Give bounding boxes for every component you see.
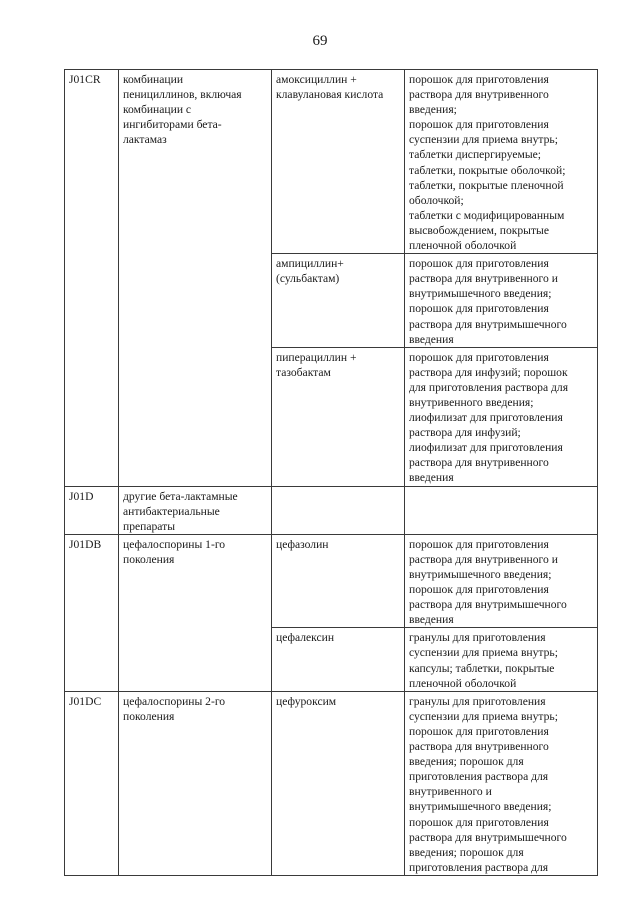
table-row-j01db xyxy=(65,534,598,628)
atc-group-cell: цефалоспорины 1-го поколения xyxy=(119,534,272,691)
atc-code-cell: J01D xyxy=(65,486,119,534)
dosage-form-cell: гранулы для приготовления суспензии для приема внутрь; капсулы; таблетки, покрытые пленочной оболочкой xyxy=(405,628,598,691)
dosage-form-cell: порошок для приготовления раствора для внутривенного и внутримышечного введения; порошок для приготовления раствора для внутримышечного введения xyxy=(405,534,598,628)
atc-code-cell: J01CR xyxy=(65,70,119,487)
table-row-j01d xyxy=(65,486,598,534)
drug-name-cell: цефуроксим xyxy=(272,691,405,875)
drug-name-cell: цефазолин xyxy=(272,534,405,628)
page-number: 69 xyxy=(312,33,328,49)
dosage-form-cell: гранулы для приготовления суспензии для приема внутрь; порошок для приготовления раствора для внутривенного введения; порошок для приготовления раствора для внутривенного и внутримышечного введения; порошок для приготовления раствора для внутримышечного введения; порошок для приготовления раствора для xyxy=(405,691,598,875)
dosage-form-cell: порошок для приготовления раствора для внутривенного и внутримышечного введения; порошок для приготовления раствора для внутримышечного введения xyxy=(405,254,598,348)
atc-code-cell: J01DB xyxy=(65,534,119,691)
atc-group-cell: другие бета-лактамные антибактериальные препараты xyxy=(119,486,272,534)
drug-name-cell: цефалексин xyxy=(272,628,405,691)
table-row-j01dc xyxy=(65,691,598,875)
drug-classification-table xyxy=(64,69,598,876)
table-row-j01cr xyxy=(65,70,598,254)
atc-group-cell: комбинации пенициллинов, включая комбинации с ингибиторами бета- лактамаз xyxy=(119,70,272,487)
dosage-form-cell: порошок для приготовления раствора для внутривенного введения; порошок для приготовления суспензии для приема внутрь; таблетки диспергируемые; таблетки, покрытые оболочкой; таблетки, покрытые пленочной оболочкой; таблетки с модифицированным высвобождением, покрытые пленочной оболочкой xyxy=(405,70,598,254)
atc-code-cell: J01DC xyxy=(65,691,119,875)
atc-group-cell: цефалоспорины 2-го поколения xyxy=(119,691,272,875)
drug-name-cell: пиперациллин + тазобактам xyxy=(272,347,405,486)
drug-name-cell: ампициллин+ (сульбактам) xyxy=(272,254,405,348)
dosage-form-cell xyxy=(405,486,598,534)
drug-name-cell xyxy=(272,486,405,534)
dosage-form-cell: порошок для приготовления раствора для инфузий; порошок для приготовления раствора для внутривенного введения; лиофилизат для приготовления раствора для инфузий; лиофилизат для приготовления раствора для внутривенного введения xyxy=(405,347,598,486)
drug-name-cell: амоксициллин + клавулановая кислота xyxy=(272,70,405,254)
